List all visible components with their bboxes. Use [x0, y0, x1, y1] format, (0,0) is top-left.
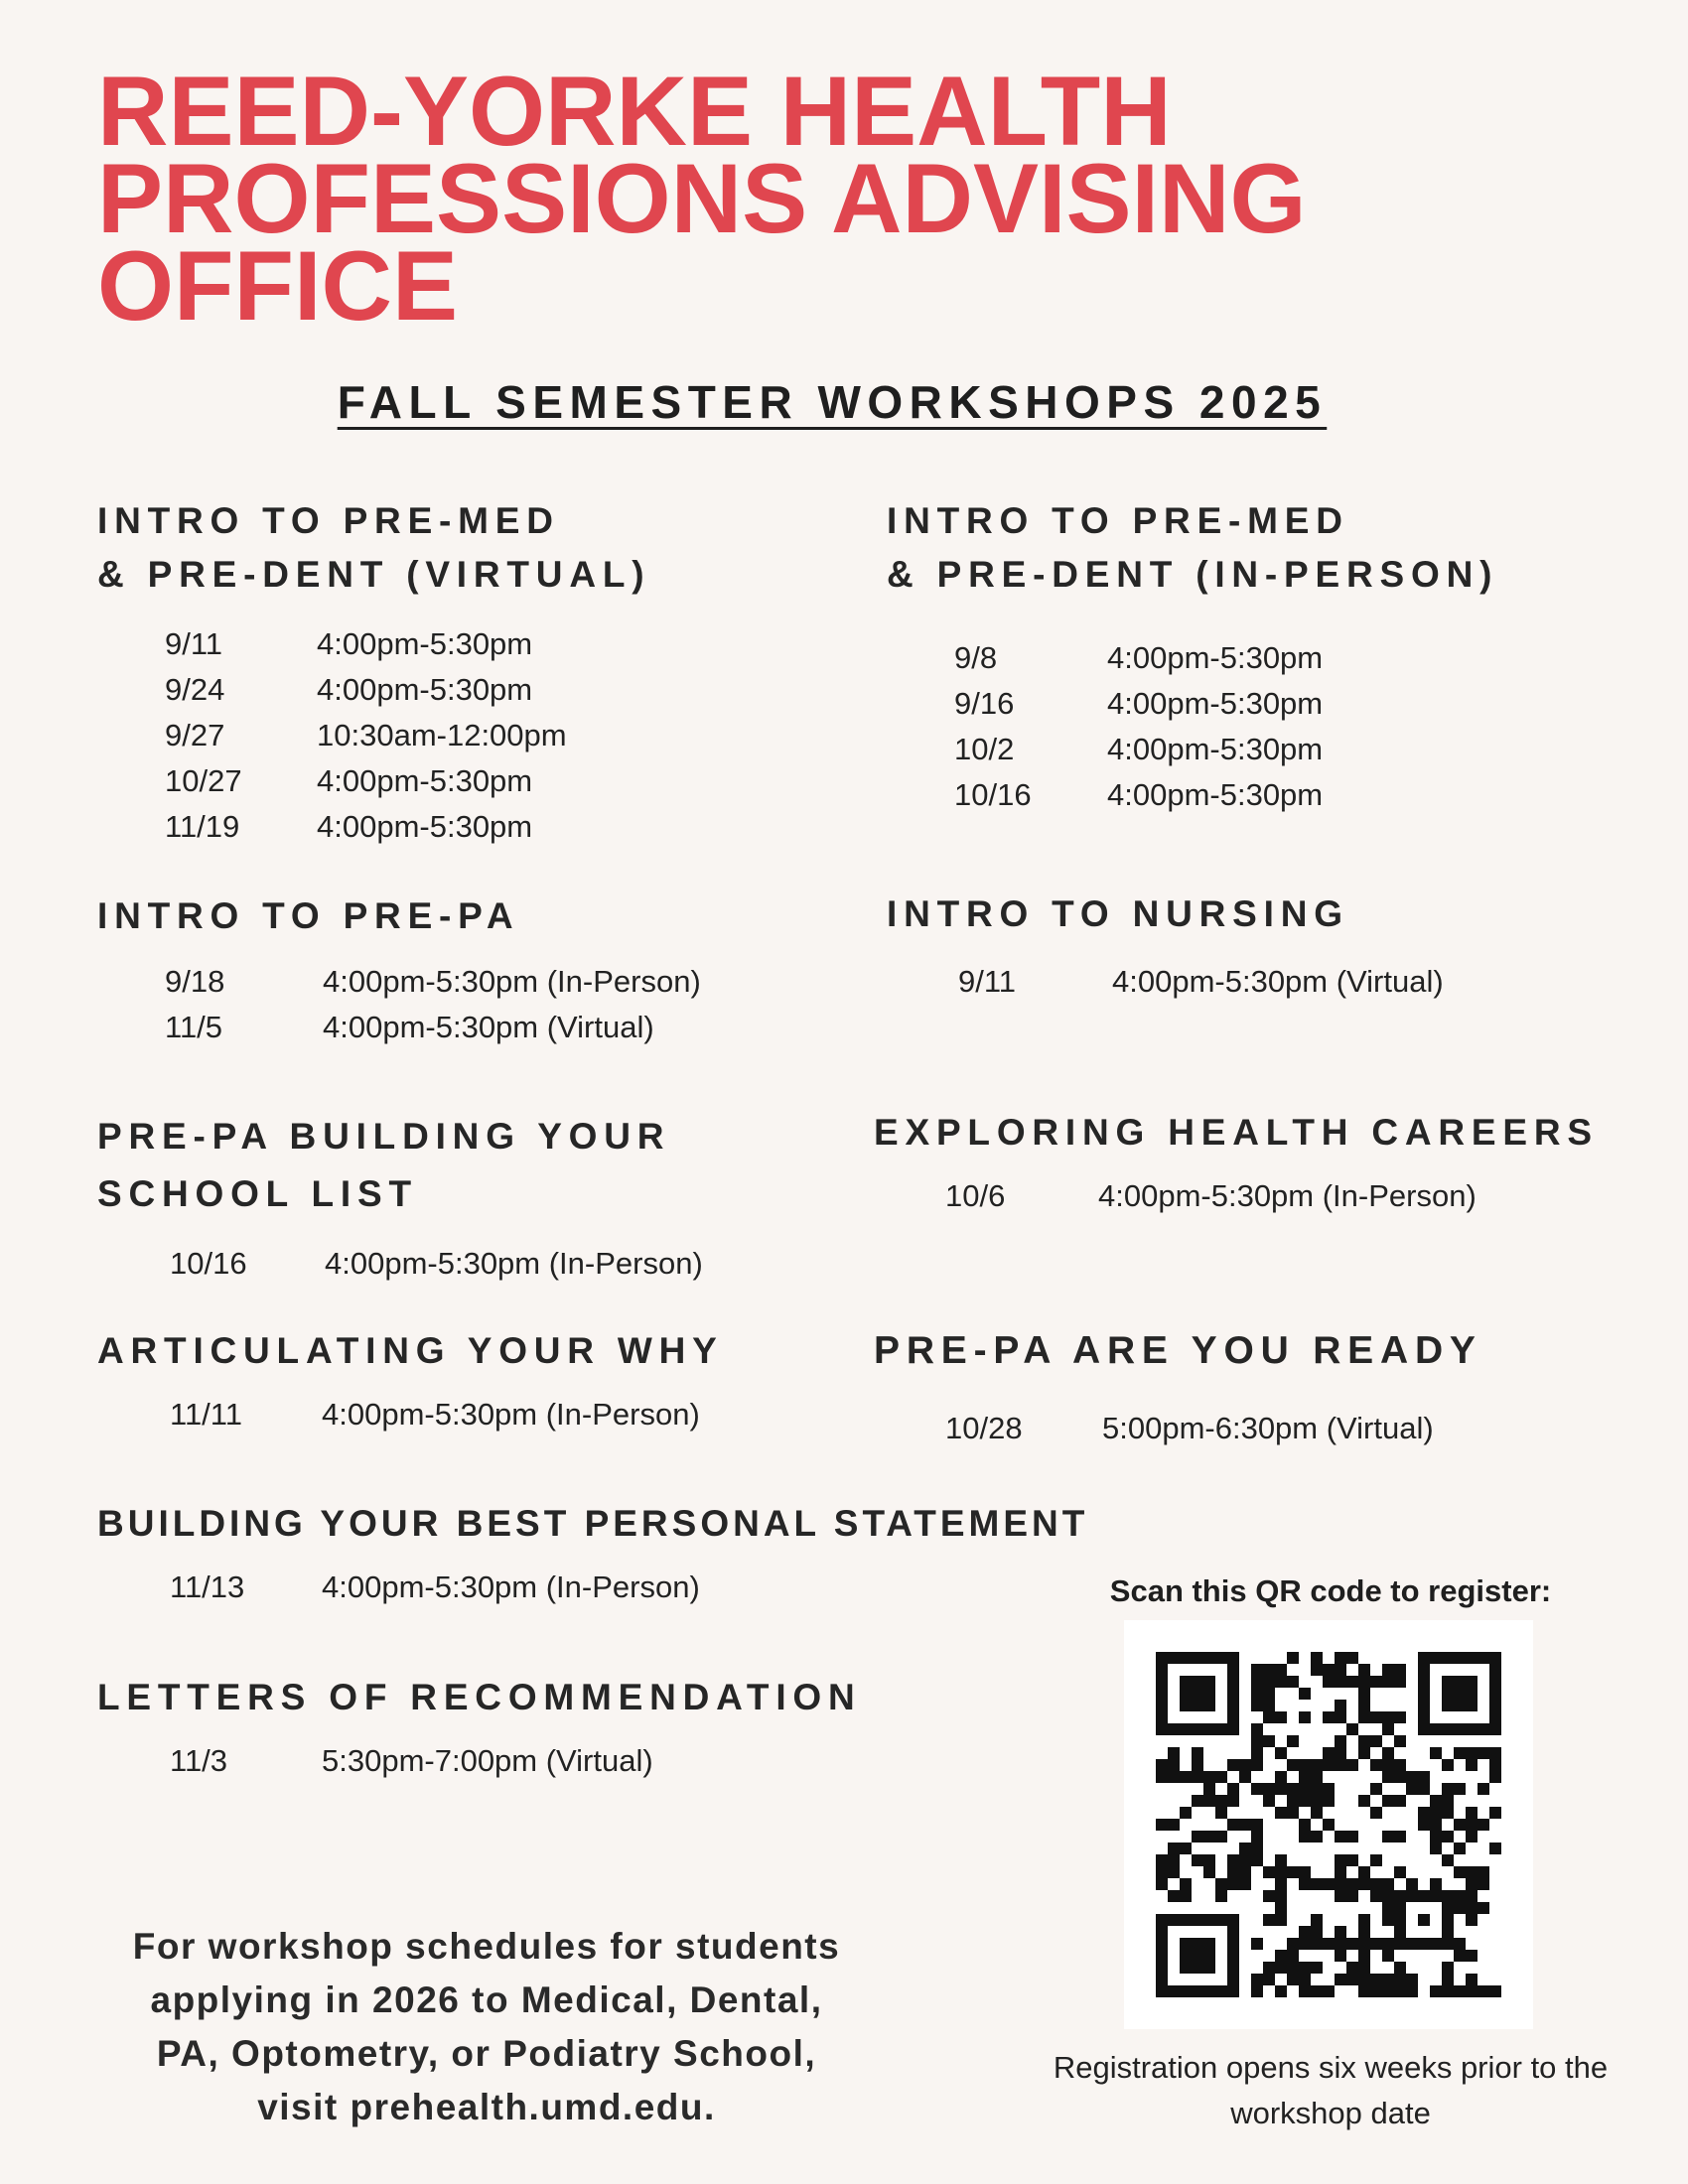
- heading-line: EXPLORING HEALTH CAREERS: [874, 1112, 1599, 1153]
- session-date: 10/28: [945, 1411, 1023, 1445]
- qr-note-line: workshop date: [1230, 2096, 1431, 2130]
- session-time: 4:00pm-5:30pm: [317, 672, 533, 707]
- heading-line: ARTICULATING YOUR WHY: [97, 1330, 724, 1371]
- footer-line: visit prehealth.umd.edu.: [257, 2087, 716, 2127]
- workshop-premed-inperson: [887, 494, 1498, 818]
- session-time: 4:00pm-5:30pm (In-Person): [325, 1246, 703, 1281]
- qr-note-line: Registration opens six weeks prior to the: [1053, 2050, 1609, 2085]
- office-title: [97, 56, 1587, 341]
- session-date: 11/3: [170, 1743, 228, 1778]
- page-subtitle: FALL SEMESTER WORKSHOPS 2025: [337, 376, 1328, 428]
- workshop-heading: [887, 494, 1498, 602]
- session-time: 4:00pm-5:30pm: [317, 626, 533, 661]
- session-time: 5:30pm-7:00pm (Virtual): [322, 1743, 653, 1778]
- session-time: 4:00pm-5:30pm (Virtual): [323, 1010, 654, 1044]
- session-row: [165, 713, 650, 758]
- session-row: [954, 635, 1498, 681]
- session-row: [170, 1565, 1088, 1610]
- session-date: 11/5: [165, 1010, 223, 1044]
- session-time: 4:00pm-5:30pm: [1107, 640, 1324, 675]
- footer-note: [79, 1920, 894, 2134]
- session-time: 4:00pm-5:30pm: [317, 763, 533, 798]
- session-row: [170, 1392, 724, 1437]
- session-list: [170, 1565, 1088, 1610]
- session-date: 9/11: [958, 964, 1017, 999]
- footer-line: For workshop schedules for students: [132, 1926, 841, 1967]
- session-time: 4:00pm-5:30pm: [317, 809, 533, 844]
- workshop-heading: [97, 1671, 862, 1724]
- session-list: [958, 959, 1444, 1005]
- session-time: 4:00pm-5:30pm: [1107, 777, 1324, 812]
- workshop-letters-recommendation: [97, 1671, 862, 1784]
- session-list: [170, 1392, 724, 1437]
- workshop-heading: [887, 887, 1444, 941]
- heading-line: & PRE-DENT (VIRTUAL): [97, 554, 651, 595]
- session-row: [165, 804, 650, 850]
- qr-code-icon[interactable]: [1124, 1620, 1533, 2029]
- session-date: 9/27: [165, 718, 225, 752]
- workshop-premed-virtual: [97, 494, 650, 850]
- workshop-heading: [97, 1497, 1088, 1551]
- session-row: [954, 681, 1498, 727]
- workshop-heading: [874, 1106, 1599, 1160]
- office-title-line-1: REED-YORKE HEALTH: [97, 56, 1172, 166]
- session-time: 4:00pm-5:30pm: [1107, 732, 1324, 766]
- session-time: 4:00pm-5:30pm (In-Person): [323, 964, 701, 999]
- session-date: 9/16: [954, 686, 1015, 721]
- session-row: [958, 959, 1444, 1005]
- session-date: 10/16: [954, 777, 1032, 812]
- session-date: 10/27: [165, 763, 242, 798]
- session-time: 4:00pm-5:30pm (In-Person): [322, 1397, 700, 1432]
- workshop-exploring-careers: [874, 1106, 1599, 1219]
- session-list: [170, 1241, 703, 1287]
- heading-line: BUILDING YOUR BEST PERSONAL STATEMENT: [97, 1503, 1089, 1544]
- session-list: [945, 1406, 1482, 1451]
- session-row: [165, 667, 650, 713]
- office-title-line-2: PROFESSIONS ADVISING: [97, 143, 1307, 253]
- heading-line: LETTERS OF RECOMMENDATION: [97, 1677, 862, 1717]
- workshop-intro-nursing: [887, 887, 1444, 1005]
- session-date: 11/19: [165, 809, 240, 844]
- session-date: 10/6: [945, 1178, 1006, 1213]
- heading-line: INTRO TO NURSING: [887, 893, 1349, 934]
- session-list: [945, 1173, 1599, 1219]
- session-date: 9/18: [165, 964, 225, 999]
- qr-code[interactable]: [1124, 1620, 1533, 2029]
- session-list: [165, 959, 701, 1050]
- workshop-articulating-why: [97, 1324, 724, 1437]
- heading-line: INTRO TO PRE-MED: [887, 500, 1349, 541]
- heading-line: INTRO TO PRE-PA: [97, 895, 520, 936]
- footer-line: PA, Optometry, or Podiatry School,: [156, 2033, 817, 2074]
- workshop-heading: [97, 494, 650, 602]
- heading-line: SCHOOL LIST: [97, 1173, 418, 1214]
- workshop-heading: [97, 889, 701, 943]
- session-row: [170, 1241, 703, 1287]
- session-row: [165, 621, 650, 667]
- workshop-personal-statement: [97, 1497, 1088, 1610]
- session-row: [170, 1738, 862, 1784]
- qr-label: Scan this QR code to register:: [1109, 1573, 1552, 1608]
- footer-line: applying in 2026 to Medical, Dental,: [150, 1979, 823, 2020]
- workshop-intro-prepa: [97, 889, 701, 1050]
- heading-line: PRE-PA BUILDING YOUR: [97, 1116, 671, 1157]
- heading-line: INTRO TO PRE-MED: [97, 500, 560, 541]
- session-list: [954, 635, 1498, 818]
- session-date: 9/24: [165, 672, 225, 707]
- workshop-heading: [97, 1324, 724, 1378]
- session-date: 9/8: [954, 640, 998, 675]
- heading-line: PRE-PA ARE YOU READY: [874, 1329, 1482, 1372]
- session-time: 4:00pm-5:30pm (In-Person): [322, 1570, 700, 1604]
- session-row: [165, 1005, 701, 1050]
- qr-note: [1013, 2045, 1648, 2136]
- session-date: 11/11: [170, 1397, 242, 1432]
- heading-line: & PRE-DENT (IN-PERSON): [887, 554, 1499, 595]
- session-row: [165, 758, 650, 804]
- session-row: [954, 772, 1498, 818]
- session-time: 5:00pm-6:30pm (Virtual): [1102, 1411, 1434, 1445]
- session-time: 10:30am-12:00pm: [317, 718, 567, 752]
- session-row: [945, 1173, 1599, 1219]
- workshop-prepa-ready: [874, 1324, 1482, 1451]
- workshop-heading: [874, 1324, 1482, 1378]
- session-date: 11/13: [170, 1570, 245, 1604]
- session-list: [170, 1738, 862, 1784]
- workshop-heading: [97, 1108, 703, 1223]
- session-date: 10/2: [954, 732, 1015, 766]
- workshop-prepa-school-list: [97, 1108, 703, 1287]
- session-row: [954, 727, 1498, 772]
- session-row: [945, 1406, 1482, 1451]
- session-time: 4:00pm-5:30pm (In-Person): [1098, 1178, 1477, 1213]
- session-list: [165, 621, 650, 850]
- session-time: 4:00pm-5:30pm (Virtual): [1112, 964, 1444, 999]
- session-date: 10/16: [170, 1246, 247, 1281]
- session-time: 4:00pm-5:30pm: [1107, 686, 1324, 721]
- session-date: 9/11: [165, 626, 223, 661]
- office-title-line-3: OFFICE: [97, 230, 458, 341]
- session-row: [165, 959, 701, 1005]
